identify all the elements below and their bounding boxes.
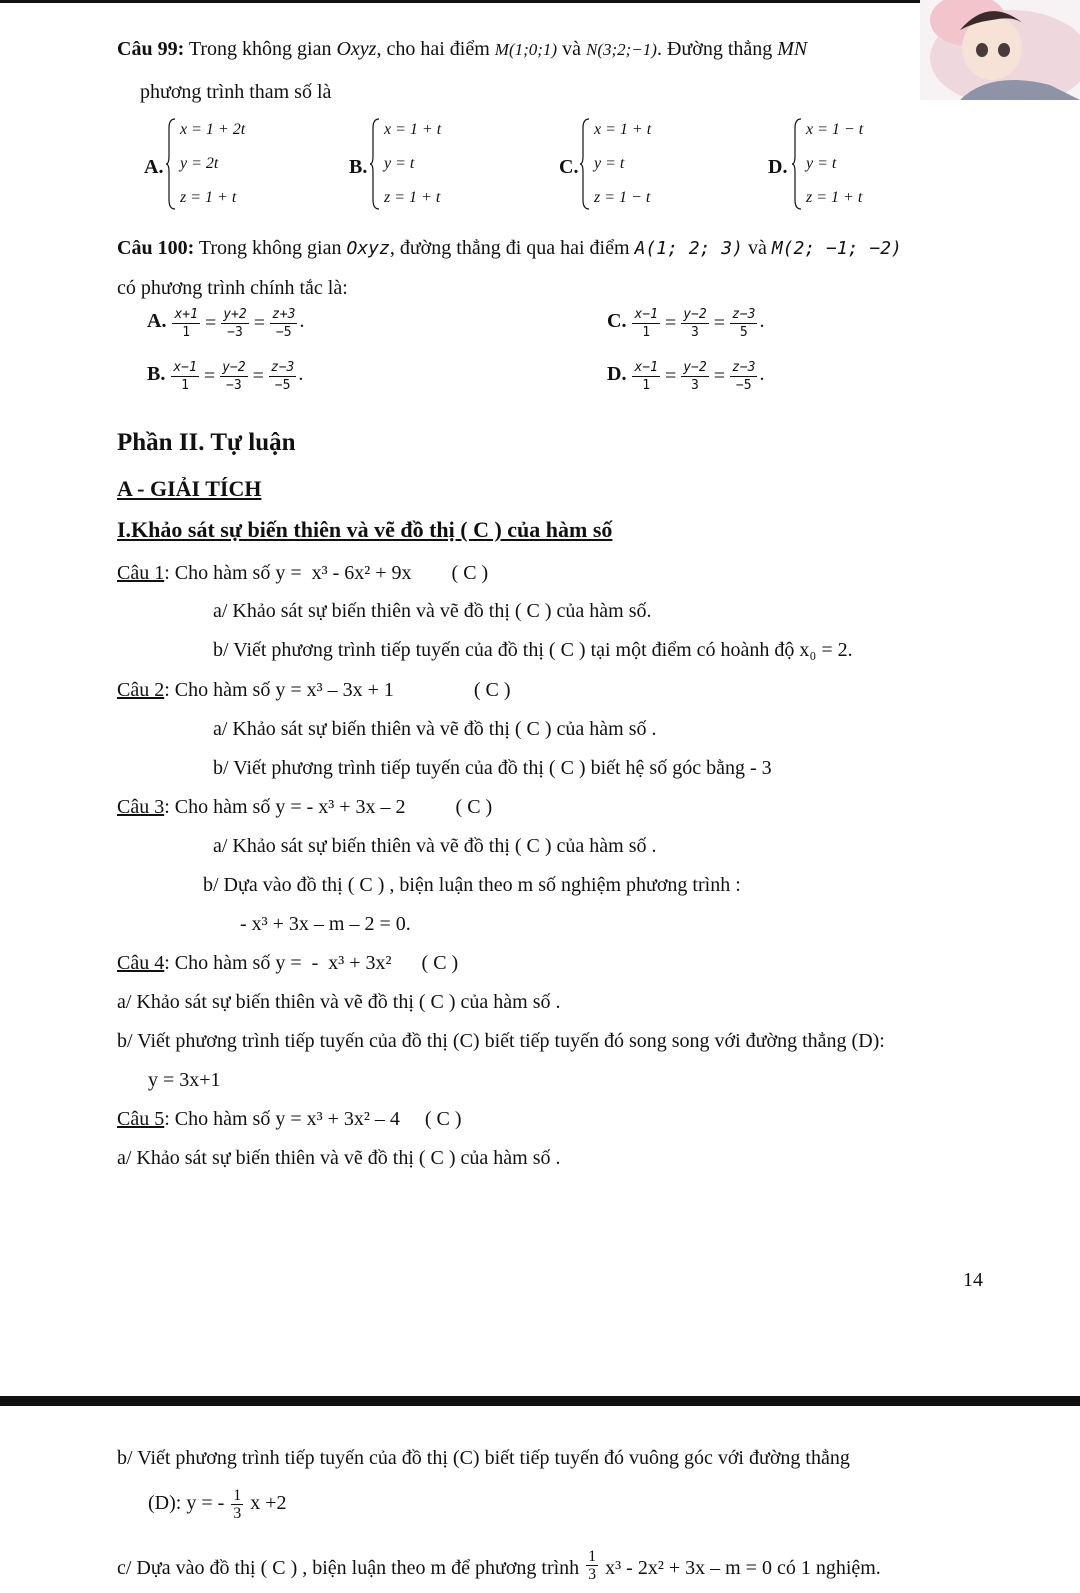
next-c: c/ Dựa vào đồ thị ( C ) , biện luận theo m để phương trình $\frac{1}{3}$ x³ - 2x² + 3x – m = 0 có 1 nghiệm. — [117, 1548, 881, 1583]
c5-line: Câu 5: Cho hàm số y = x³ + 3x² – 4 ( C ) — [117, 1108, 462, 1130]
c4-label: Câu 4 — [117, 952, 165, 974]
c4-line: Câu 4: Cho hàm số y = - x³ + 3x² ( C ) — [117, 952, 459, 974]
c4-equation: y = 3x+1 — [148, 1069, 221, 1091]
c2-label: Câu 2 — [117, 679, 165, 701]
section-i-heading: I.Khảo sát sự biến thiên và vẽ đồ thị ( C ) của hàm số — [117, 517, 613, 542]
q100-option-a: A. $\frac{x+1}{1}$ = $\frac{y+2}{-3}$ = $\frac{z+3}{-5}$ . — [147, 307, 305, 340]
c2-a: a/ Khảo sát sự biến thiên và vẽ đồ thị ( C ) của hàm số . — [213, 718, 657, 740]
q99-option-a-system: x = 1 + 2t y = 2t z = 1 + t — [166, 118, 276, 213]
page-number: 14 — [963, 1269, 983, 1291]
part2-heading: Phần II. Tự luận — [117, 429, 296, 456]
q99-line2: phương trình tham số là — [140, 81, 332, 103]
q99-option-b-letter: B. — [349, 156, 368, 178]
c4-a: a/ Khảo sát sự biến thiên và vẽ đồ thị ( C ) của hàm số . — [117, 991, 561, 1013]
c4-b: b/ Viết phương trình tiếp tuyến của đồ thị (C) biết tiếp tuyến đó song song với đường thẳng (D): — [117, 1030, 885, 1052]
q100-label: Câu 100: — [117, 237, 195, 259]
c3-line: Câu 3: Cho hàm số y = - x³ + 3x – 2 ( C ) — [117, 796, 493, 818]
q99-label: Câu 99: — [117, 38, 185, 60]
q99-option-c-system: x = 1 + t y = t z = 1 − t — [580, 118, 690, 213]
q99-option-d-system: x = 1 − t y = t z = 1 + t — [792, 118, 902, 213]
q100-option-b: B. $\frac{x-1}{1}$ = $\frac{y-2}{-3}$ = $\frac{z-3}{-5}$ . — [147, 360, 304, 393]
c1-a: a/ Khảo sát sự biến thiên và vẽ đồ thị ( C ) của hàm số. — [213, 600, 652, 622]
top-rule — [0, 0, 1080, 3]
q99-option-d-letter: D. — [768, 156, 788, 178]
c1-line: Câu 1: Cho hàm số y = x³ - 6x² + 9x ( C ) — [117, 562, 489, 584]
q99-line1: Câu 99: Trong không gian Oxyz, cho hai điểm M(1;0;1) và N(3;2;−1). Đường thẳng MN — [117, 38, 808, 60]
q100-option-d: D. $\frac{x-1}{1}$ = $\frac{y-2}{3}$ = $\frac{z-3}{-5}$ . — [607, 360, 765, 393]
avatar-sticker — [920, 0, 1080, 100]
c3-label: Câu 3 — [117, 796, 165, 818]
c2-b: b/ Viết phương trình tiếp tuyến của đồ thị ( C ) biết hệ số góc bằng - 3 — [213, 757, 772, 779]
c3-equation: - x³ + 3x – m – 2 = 0. — [240, 913, 411, 935]
next-b: b/ Viết phương trình tiếp tuyến của đồ thị (C) biết tiếp tuyến đó vuông góc với đường thẳng — [117, 1447, 850, 1469]
q100-option-c: C. $\frac{x-1}{1}$ = $\frac{y-2}{3}$ = $\frac{z-3}{5}$ . — [607, 307, 765, 340]
c1-b: b/ Viết phương trình tiếp tuyến của đồ thị ( C ) tại một điểm có hoành độ x₀ = 2. — [213, 639, 853, 661]
q99-option-b-system: x = 1 + t y = t z = 1 + t — [370, 118, 480, 213]
q100-line1: Câu 100: Trong không gian Oxyz, đường thẳng đi qua hai điểm A(1; 2; 3) và M(2; −1; −2) — [117, 237, 902, 259]
q99-option-a-letter: A. — [144, 156, 164, 178]
q100-line2: có phương trình chính tắc là: — [117, 277, 348, 299]
c5-label: Câu 5 — [117, 1108, 165, 1130]
q99-option-c-letter: C. — [559, 156, 579, 178]
c3-a: a/ Khảo sát sự biến thiên và vẽ đồ thị ( C ) của hàm số . — [213, 835, 657, 857]
next-d-equation: (D): y = - $\frac{1}{3}$ x +2 — [148, 1487, 287, 1522]
c1-label: Câu 1 — [117, 562, 165, 584]
c2-line: Câu 2: Cho hàm số y = x³ – 3x + 1 ( C ) — [117, 679, 511, 701]
c5-a: a/ Khảo sát sự biến thiên và vẽ đồ thị ( C ) của hàm số . — [117, 1147, 561, 1169]
section-a-heading: A - GIẢI TÍCH — [117, 476, 262, 501]
c3-b: b/ Dựa vào đồ thị ( C ) , biện luận theo m số nghiệm phương trình : — [203, 874, 741, 896]
page-separator — [0, 1396, 1080, 1406]
